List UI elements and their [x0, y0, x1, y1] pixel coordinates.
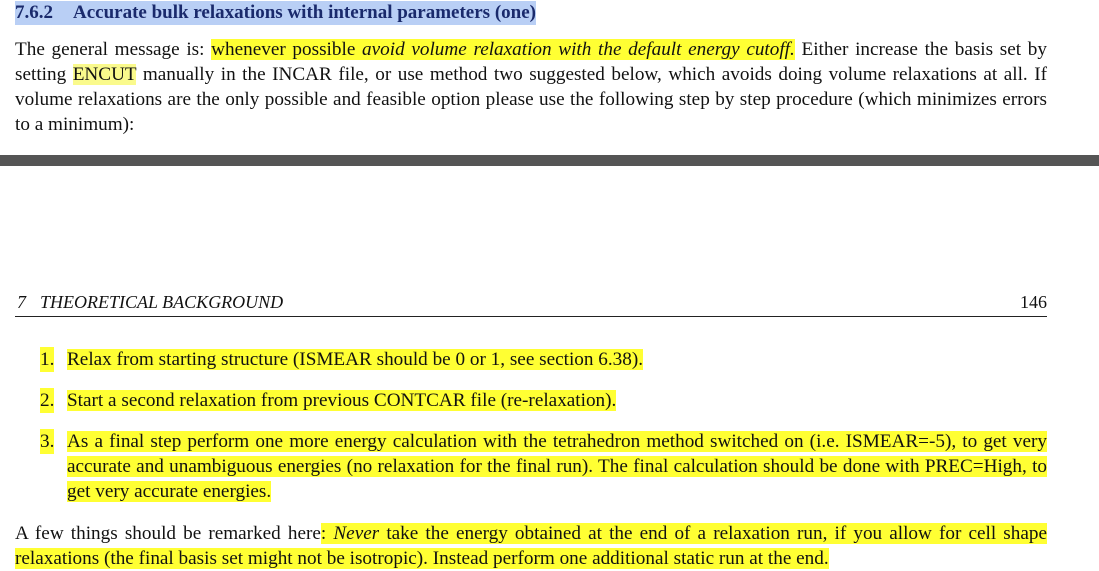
intro-rest: manually in the INCAR file, or use method two suggested below, which avoids doing volume relaxations at all. If volume relaxations are the only possible and feasible option please use the following step by step procedure (which minimizes errors to a minimum):: [15, 64, 1047, 135]
encut-keyword: ENCUT: [72, 64, 137, 85]
page-break-divider: [0, 155, 1099, 166]
intro-highlight-b: avoid volume relaxation with the default energy cutoff.: [362, 39, 795, 60]
remark-rest: take the energy obtained at the end of a relaxation run, if you allow for cell shape relaxations (the final basis set might not be isotropic). Instead perform one additional static run at the end.: [15, 523, 1047, 569]
list-item: [15, 347, 1047, 372]
list-marker: 2.: [40, 390, 55, 411]
intro-highlight-a: whenever possible: [211, 39, 363, 60]
remark-paragraph: [15, 521, 1047, 571]
list-item: [15, 429, 1047, 504]
remark-lead: A few things should be remarked here: [15, 523, 321, 544]
section-number: 7.6.2: [15, 2, 53, 23]
list-item-text: Start a second relaxation from previous CONTCAR file (re-relaxation).: [67, 390, 617, 411]
list-item-text: Relax from starting structure (ISMEAR should be 0 or 1, see section 6.38).: [67, 349, 644, 370]
section-heading: [15, 1, 536, 25]
running-header: [15, 290, 1047, 317]
list-item: [15, 388, 1047, 413]
list-item-text: As a final step perform one more energy calculation with the tetrahedron method switched on (i.e. ISMEAR=-5), to get very accurate and unambiguous energies (no relaxation for the final run). The final calculation should be done with PREC=High, to get very accurate energies.: [67, 431, 1047, 502]
list-marker: 3.: [40, 431, 55, 452]
list-marker: 1.: [40, 349, 55, 370]
remark-colon: :: [320, 523, 334, 544]
chapter-heading: [17, 290, 283, 314]
section-title: Accurate bulk relaxations with internal parameters (one): [73, 2, 536, 23]
intro-mid: Either increase the basis set by setting: [15, 39, 1047, 85]
page-number: 146: [1020, 292, 1047, 312]
chapter-number: 7: [17, 292, 26, 312]
chapter-title: THEORETICAL BACKGROUND: [40, 292, 284, 312]
intro-paragraph: [15, 37, 1047, 137]
procedure-list: [15, 347, 1047, 520]
remark-never: Never: [333, 523, 380, 544]
intro-lead: The general message is:: [15, 39, 212, 60]
